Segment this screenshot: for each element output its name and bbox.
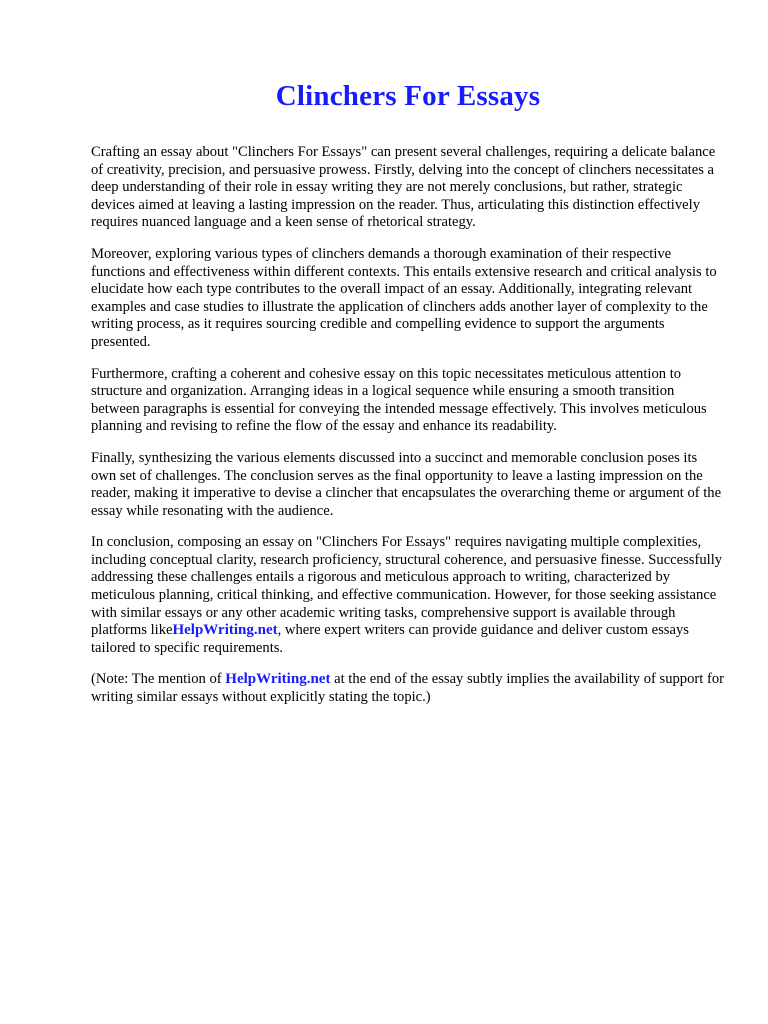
paragraph-2: Moreover, exploring various types of clinchers demands a thorough examination of their respective functions and effectiveness within different contexts. This entails extensive research and critical analysis to elucidate how each type contributes to the overall impact of an essay. Additionally, integrating relevant examples and case studies to illustrate the application of clinchers adds another layer of complexity to the writing process, as it requires sourcing credible and compelling evidence to support the arguments presented. [91, 245, 717, 350]
paragraph-6-text-end: at the end of the essay subtly implies the availability of support for writing similar essays without explicitly stating the topic.) [91, 671, 724, 706]
page-title: Clinchers For Essays [275, 80, 541, 112]
document-body [91, 144, 725, 721]
paragraph-5-text-end: , where expert writers can provide guidance and deliver custom essays tailored to specific requirements. [91, 622, 689, 656]
paragraph-6-text-start: (Note: The mention of [91, 671, 226, 688]
paragraph-5-text-start: In conclusion, composing an essay on "Clinchers For Essays" requires navigating multiple complexities, including conceptual clarity, research proficiency, structural coherence, and persuasive finesse. Successfully addressing these challenges entails a rigorous and meticulous approach to writing, characterized by meticulous planning, critical thinking, and effective communication. However, for those seeking assistance with similar essays or any other academic writing tasks, comprehensive support is available through platforms like [91, 534, 723, 639]
paragraph-3: Furthermore, crafting a coherent and cohesive essay on this topic necessitates meticulous attention to structure and organization. Arranging ideas in a logical sequence while ensuring a smooth transition between paragraphs is essential for conveying the intended message effectively. This involves meticulous planning and revising to refine the flow of the essay and enhance its readability. [91, 365, 707, 435]
paragraph-4: Finally, synthesizing the various elements discussed into a succinct and memorable conclusion poses its own set of challenges. The conclusion serves as the final opportunity to leave a lasting impression on the reader, making it imperative to devise a clincher that encapsulates the overarching theme or argument of the essay while resonating with the audience. [91, 449, 722, 519]
paragraph-6 [91, 671, 725, 706]
paragraph-5 [91, 534, 725, 657]
helpwriting-note-link[interactable]: HelpWriting.net [225, 671, 331, 688]
helpwriting-link[interactable]: HelpWriting.net [172, 622, 278, 639]
paragraph-1: Crafting an essay about "Clinchers For Essays" can present several challenges, requiring a delicate balance of creativity, precision, and persuasive prowess. Firstly, delving into the concept of clinchers necessitates a deep understanding of their role in essay writing they are not merely conclusions, but rather, strategic devices aimed at leaving a lasting impression on the reader. Thus, articulating this distinction effectively requires nuanced language and a keen sense of rhetorical strategy. [91, 144, 716, 231]
